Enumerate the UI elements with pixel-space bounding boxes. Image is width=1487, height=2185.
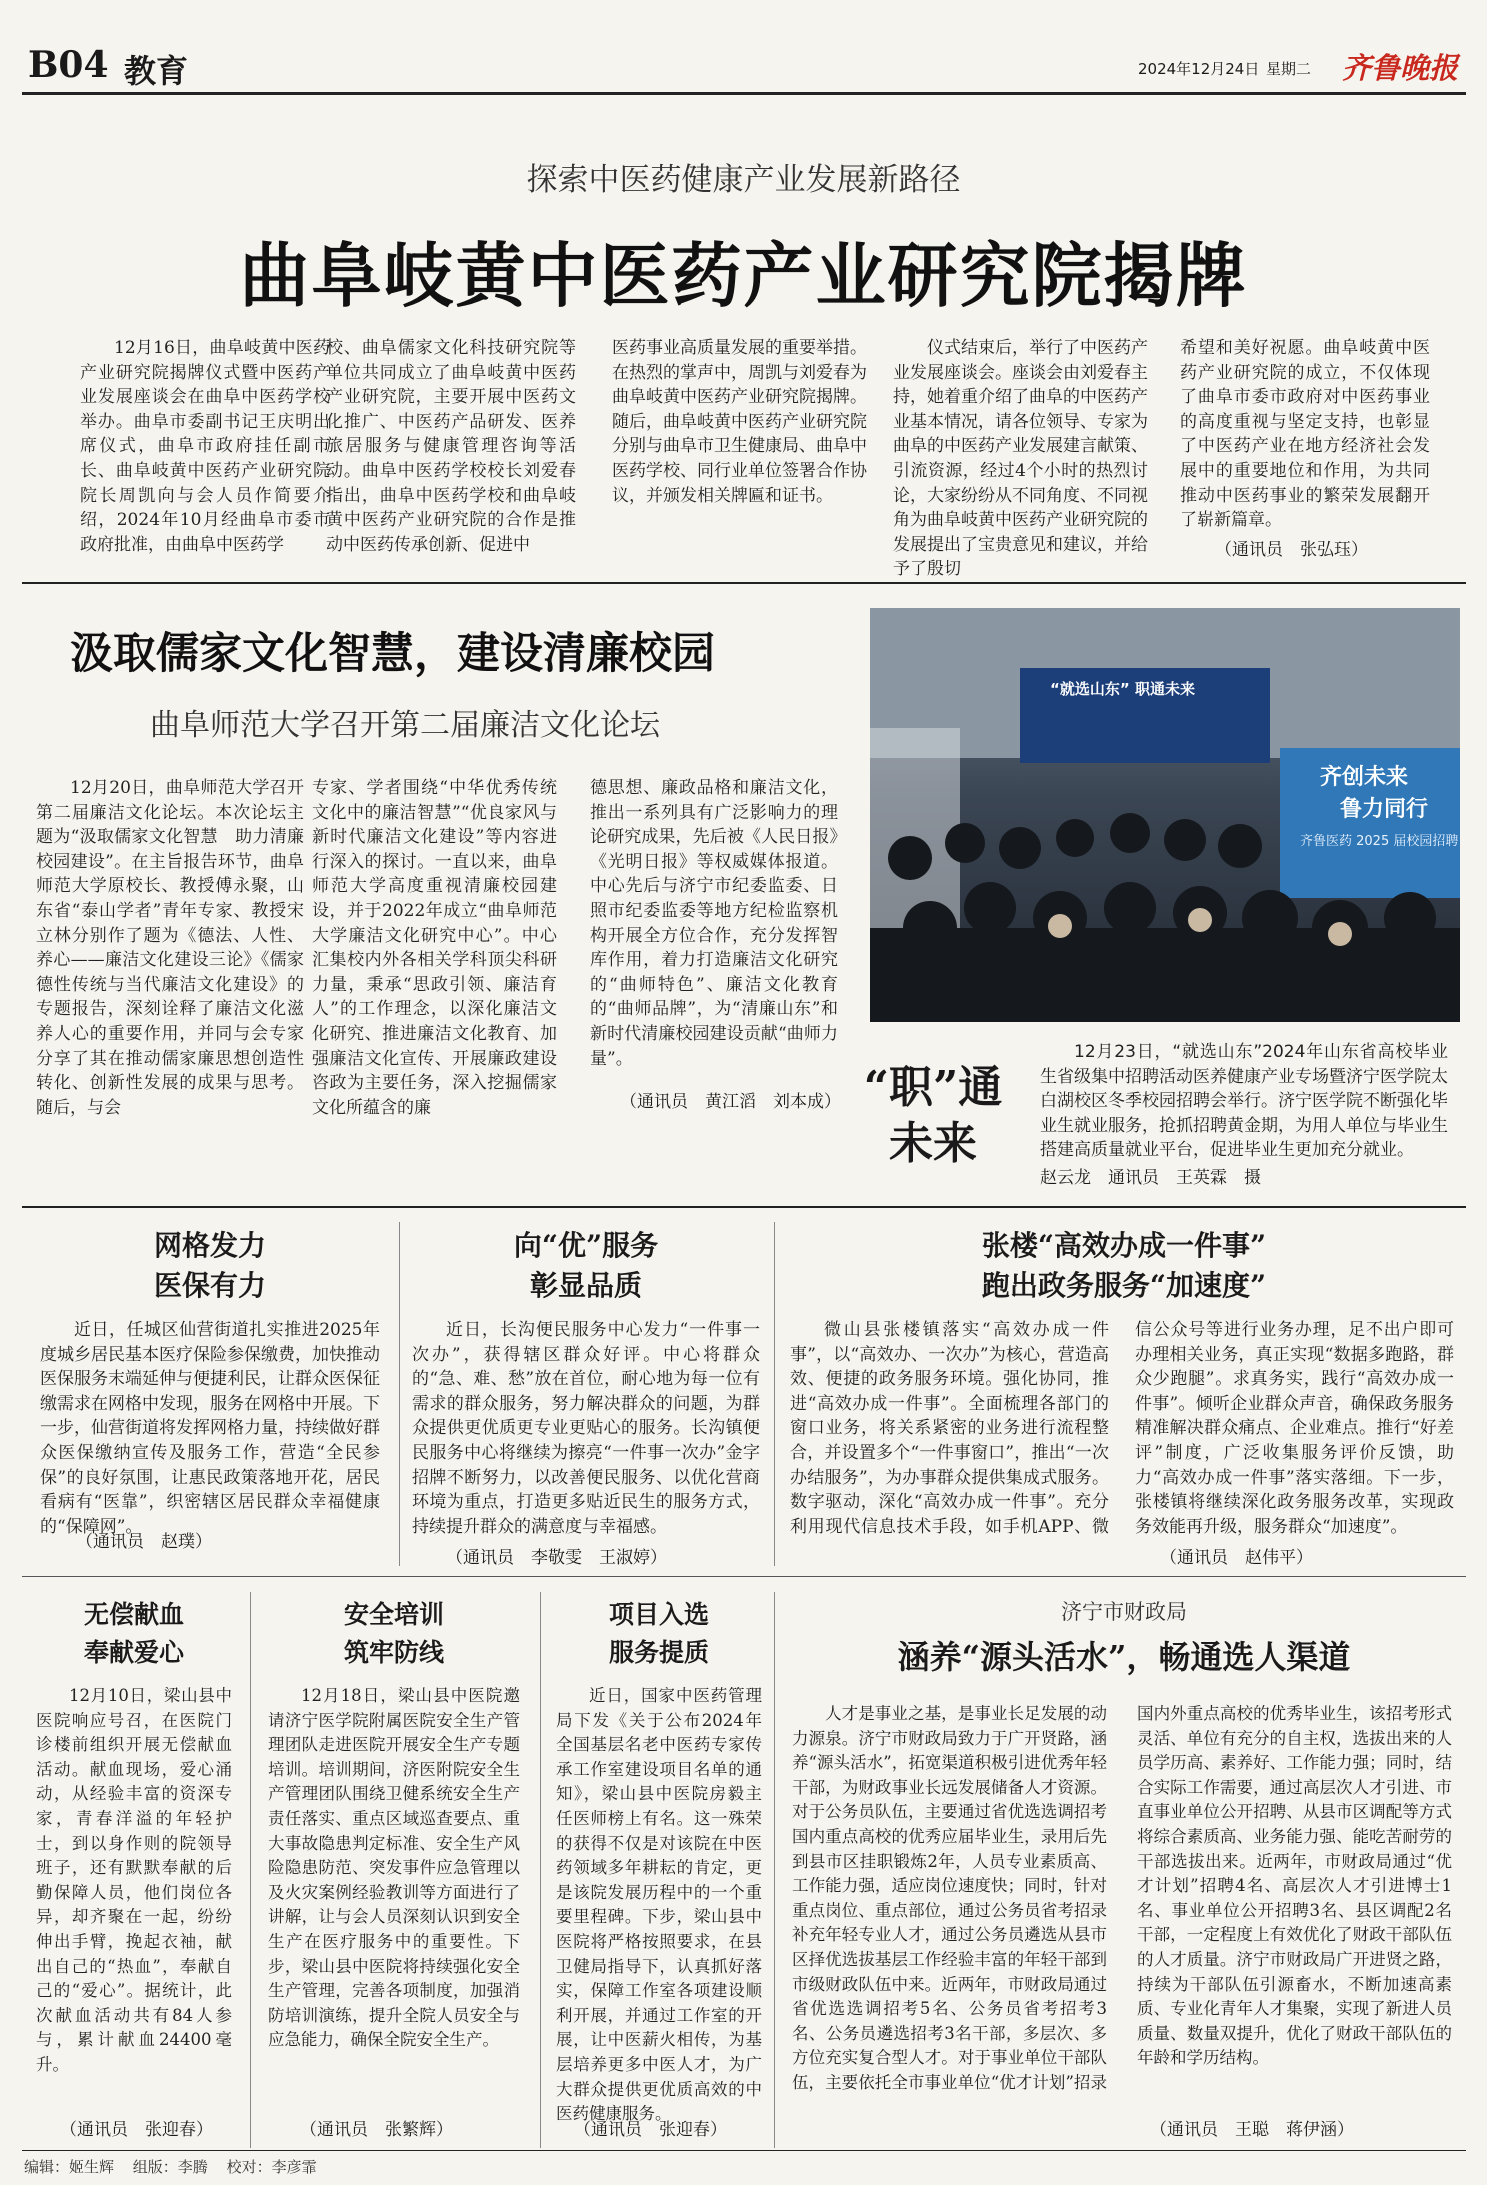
brief6-body: 近日，国家中医药管理局下发《关于公布2024年全国基层名老中医药专家传承工作室建设项目名单的通知》，梁山县中医院房毅主任医师榜上有名。这一殊荣的获得不仅是对该院在中医药领域多年耕耘的肯定，更是该院发展历程中的一个重要里程碑。下步，梁山县中医院将严格按照要求，在县卫健局指导下，认真抓好落实，保障工作室各项建设顺利开展，并通过工作室的开展，让中医薪火相传，为基层培养更多中医人才，为广大群众提供更优质高效的中医药健康服务。 <box>556 1686 762 2124</box>
article2-col-3: 德思想、廉政品格和廉洁文化，推出一系列具有广泛影响力的理论研究成果，先后被《人民日报》《光明日报》等权威媒体报道。中心先后与济宁市纪委监委、日照市纪委监委等地方纪检监察机构开展全方位合作，充分发挥智库作用，着力打造廉洁文化研究的“曲师特色”、廉洁文化教育的“曲师品牌”，为“清廉山东”和新时代清廉校园建设贡献“曲师力量”。 <box>590 778 838 1069</box>
brief4-title-line1: 无偿献血 <box>83 1600 184 1629</box>
photo-caption: 12月23日，“就选山东”2024年山东省高校毕业生省级集中招聘活动医养健康产业专场暨济宁医学院太白湖校区冬季校园招聘会举行。济宁医学院不断强化毕业生就业服务，抢抓招聘黄金期，为用人单位与毕业生搭建高质量就业平台，促进毕业生更加充分就业。 <box>1040 1042 1448 1161</box>
divider-1 <box>22 582 1466 584</box>
footer-layout: 组版：李腾 <box>132 2158 208 2176</box>
divider-v5 <box>774 1592 775 2148</box>
article2-title: 汲取儒家文化智慧，建设清廉校园 <box>70 629 715 679</box>
photo-sign-3: 齐鲁医药 2025 届校园招聘 <box>1300 834 1459 849</box>
brief1-byline: （通讯员 赵璞） <box>76 1532 212 1552</box>
article1-col-2: 校、曲阜儒家文化科技研究院等单位共同成立了曲阜岐黄中医药产业研究院，主要开展中医药文化推广、中医药产品研发、医养旅居服务与健康管理咨询等活动。曲阜中医药学校校长刘爱春指出，曲阜中医药学校和曲阜岐黄中医药产业研究院的合作是推动中医药传承创新、促进中 <box>326 338 576 555</box>
divider-v1 <box>399 1222 400 1566</box>
photo-title-line1: “职”通 <box>863 1062 1003 1113</box>
brief6-title-line2: 服务提质 <box>608 1638 709 1667</box>
photo-title <box>858 1060 1008 1172</box>
page-header <box>28 44 1468 94</box>
brief1-title-line1: 网格发力 <box>153 1229 266 1262</box>
brief3-title-line2: 跑出政务服务“加速度” <box>981 1269 1267 1302</box>
article1-col-3: 医药事业高质量发展的重要举措。在热烈的掌声中，周凯与刘爱春为曲阜岐黄中医药产业研究院揭牌。随后，曲阜岐黄中医药产业研究院分别与曲阜市卫生健康局、曲阜中医药学校、同行业单位签署合作协议，并颁发相关牌匾和证书。 <box>612 338 867 506</box>
brief1-body: 近日，任城区仙营街道扎实推进2025年度城乡居民基本医疗保险参保缴费，加快推动医保服务末端延伸与便捷利民，让群众医保征缴需求在网格中发现，服务在网格中开展。下一步，仙营街道将发挥网格力量，持续做好群众医保缴纳宣传及服务工作，营造“全民参保”的良好氛围，让惠民政策落地开花，居民看病有“医靠”，织密辖区居民群众幸福健康的“保障网”。 <box>40 1320 380 1537</box>
article1-col-4: 仪式结束后，举行了中医药产业发展座谈会。座谈会由刘爱春主持，她着重介绍了曲阜的中医药产业基本情况，请各位领导、专家为曲阜的中医药产业发展建言献策、引流资源，经过4个小时的热烈讨论，大家纷纷从不同角度、不同视角为曲阜岐黄中医药产业研究院的发展提出了宝贵意见和建议，并给予了殷切 <box>893 338 1148 580</box>
page-number: B04 <box>28 44 109 86</box>
brief2-title <box>412 1226 760 1306</box>
divider-v3 <box>250 1592 251 2148</box>
brief4-title-line2: 奉献爱心 <box>83 1638 184 1667</box>
brief5-byline: （通讯员 张繁辉） <box>300 2120 453 2140</box>
brief2-title-line1: 向“优”服务 <box>513 1229 659 1262</box>
brief4-body: 12月10日，梁山县中医院响应号召，在医院门诊楼前组织开展无偿献血活动。献血现场，爱心涌动，从经验丰富的资深专家，青春洋溢的年轻护士，到以身作则的院领导班子，还有默默奉献的后勤保障人员，他们岗位各异，却齐聚在一起，纷纷伸出手臂，挽起衣袖，献出自己的“热血”，奉献自己的“爱心”。据统计，此次献血活动共有84人参与，累计献血24400毫升。 <box>36 1686 232 2074</box>
brief2-title-line2: 彰显品质 <box>529 1269 642 1302</box>
article3-title: 涵养“源头活水”，畅通选人渠道 <box>897 1638 1351 1676</box>
brief1-title <box>40 1226 380 1306</box>
photo-credit: 赵云龙 通讯员 王英霖 摄 <box>1040 1168 1261 1188</box>
photo-sign-2: 鲁力同行 <box>1340 797 1429 822</box>
divider-3 <box>22 1576 1466 1577</box>
job-fair-photo <box>870 608 1460 1022</box>
divider-2 <box>22 1206 1466 1208</box>
article3-byline: （通讯员 王聪 蒋伊涵） <box>1150 2120 1354 2140</box>
paper-logo: 齐鲁晚报 <box>1342 51 1459 85</box>
article2-col-1: 12月20日，曲阜师范大学召开第二届廉洁文化论坛。本次论坛主题为“汲取儒家文化智慧 助力清廉校园建设”。在主旨报告环节，曲阜师范大学原校长、教授傅永聚，山东省“泰山学者”青年专家、教授宋立林分别作了题为《德法、人性、养心——廉洁文化建设三论》《儒家德性传统与当代廉洁文化建设》的专题报告，深刻诠释了廉洁文化滋养人心的重要作用，并同与会专家分享了其在推动儒家廉思想创造性转化、创新性发展的成果与思考。随后，与会 <box>36 778 304 1118</box>
article1-kicker: 探索中医药健康产业发展新路径 <box>526 162 961 198</box>
brief5-title-line1: 安全培训 <box>343 1600 444 1629</box>
footer-editor: 编辑：姬生辉 <box>24 2158 115 2176</box>
article3-kicker: 济宁市财政局 <box>1061 1600 1187 1624</box>
article1-title: 曲阜岐黄中医药产业研究院揭牌 <box>239 234 1248 317</box>
photo-banner: “就选山东” 职通未来 <box>1050 680 1195 698</box>
brief3-body: 微山县张楼镇落实“高效办成一件事”，以“高效办、一次办”为核心，营造高效、便捷的政务服务环境。强化协同，推进“高效办成一件事”。全面梳理各部门的窗口业务，将关系紧密的业务进行流程整合，并设置多个“一件事窗口”，推出“一次办结服务”，为办事群众提供集成式服务。数字驱动，深化“高效办成一件事”。充分利用现代信息技术手段，如手机APP、微信公众号等进行业务办理，足不出户即可办理相关业务，真正实现“数据多跑路，群众少跑腿”。求真务实，践行“高效办成一件事”。倾听企业群众声音，确保政务服务精准解决群众痛点、企业难点。推行“好差评”制度，广泛收集服务评价反馈，助力“高效办成一件事”落实落细。下一步，张楼镇将继续深化政务服务改革，实现政务效能再升级，服务群众“加速度”。 <box>790 1320 1454 1537</box>
section-name: 教育 <box>124 52 189 90</box>
brief5-title <box>268 1596 520 1672</box>
brief5-body: 12月18日，梁山县中医院邀请济宁医学院附属医院安全生产管理团队走进医院开展安全生产专题培训。培训期间，济医附院安全生产管理团队围绕卫健系统安全生产责任落实、重点区域巡查要点、重大事故隐患判定标准、安全生产风险隐患防范、突发事件应急管理以及火灾案例经验教训等方面进行了讲解，让与会人员深刻认识到安全生产在医疗服务中的重要性。下步，梁山县中医院将持续强化安全生产管理，完善各项制度，加强消防培训演练，提升全院人员安全与应急能力，确保全院安全生产。 <box>268 1686 520 2050</box>
header-rule <box>22 92 1466 95</box>
article1-byline: （通讯员 张弘珏） <box>1215 540 1368 560</box>
article1-col-1: 12月16日，曲阜岐黄中医药产业研究院揭牌仪式暨中医药产业发展座谈会在曲阜中医药学校举办。曲阜市委副书记王庆明出席仪式，曲阜市政府挂任副市长、曲阜岐黄中医药产业研究院院长周凯向与会人员作简要介绍，2024年10月经曲阜市委市政府批准，由曲阜中医药学 <box>80 338 330 555</box>
brief6-byline: （通讯员 张迎春） <box>574 2120 727 2140</box>
divider-v4 <box>540 1592 541 2148</box>
brief2-byline: （通讯员 李敬雯 王淑婷） <box>446 1548 667 1568</box>
brief3-title-line1: 张楼“高效办成一件事” <box>981 1229 1267 1262</box>
footer-proof: 校对：李彦霏 <box>226 2158 317 2176</box>
article2-byline: （通讯员 黄江滔 刘本成） <box>620 1092 841 1112</box>
brief1-title-line2: 医保有力 <box>153 1269 266 1302</box>
article3-body: 人才是事业之基，是事业长足发展的动力源泉。济宁市财政局致力于广开贤路，涵养“源头活水”，拓宽渠道积极引进优秀年轻干部，为财政事业长远发展储备人才资源。对于公务员队伍，主要通过省优选选调招考国内重点高校的优秀应届毕业生，录用后先到县市区挂职锻炼2年，人员专业素质高、工作能力强，适应岗位速度快；同时，针对重点岗位、重点部位，通过公务员省考招录补充年轻专业人才，通过公务员遴选从县市区择优选拔基层工作经验丰富的年轻干部到市级财政队伍中来。近两年，市财政局通过省优选选调招考5名、公务员省考招考3名、公务员遴选招考3名干部，多层次、多方位充实复合型人才。对于事业单位干部队伍，主要依托全市事业单位“优才计划”招录国内外重点高校的优秀毕业生，该招考形式灵活、单位有充分的自主权，选拔出来的人员学历高、素养好、工作能力强；同时，结合实际工作需要，通过高层次人才引进、市直事业单位公开招聘、从县市区调配等方式将综合素质高、业务能力强、能吃苦耐劳的干部选拔出来。近两年，市财政局通过“优才计划”招聘4名、高层次人才引进博士1名、事业单位公开招聘3名、县区调配2名干部，一定程度上有效优化了财政干部队伍的人才质量。济宁市财政局广开进贤之路，持续为干部队伍引源畜水，不断加速高素质、专业化青年人才集聚，实现了新进人员质量、数量双提升，优化了财政干部队伍的年龄和学历结构。 <box>792 1704 1452 2092</box>
article2-subtitle: 曲阜师范大学召开第二届廉洁文化论坛 <box>150 708 660 743</box>
brief6-title <box>556 1596 762 1672</box>
brief4-byline: （通讯员 张迎春） <box>60 2120 213 2140</box>
divider-v2 <box>774 1222 775 1566</box>
photo-title-line2: 未来 <box>889 1118 977 1169</box>
article2-col-2: 专家、学者围绕“中华优秀传统文化中的廉洁智慧”“优良家风与新时代廉洁文化建设”等内容进行深入的探讨。一直以来，曲阜师范大学高度重视清廉校园建设，并于2022年成立“曲阜师范大学廉洁文化研究中心”。中心汇集校内外各相关学科顶尖科研力量，秉承“思政引领、廉洁育人”的工作理念，以深化廉洁文化研究、推进廉洁文化教育、加强廉洁文化宣传、开展廉政建设咨政为主要任务，深入挖掘儒家文化所蕴含的廉 <box>312 778 557 1118</box>
page-footer <box>24 2156 317 2177</box>
brief5-title-line2: 筑牢防线 <box>343 1638 444 1667</box>
brief3-byline: （通讯员 赵伟平） <box>1160 1548 1313 1568</box>
issue-date: 2024年12月24日 <box>1138 60 1260 78</box>
issue-weekday: 星期二 <box>1266 60 1312 78</box>
brief3-title <box>784 1226 1464 1306</box>
brief6-title-line1: 项目入选 <box>608 1600 709 1629</box>
photo-sign-1: 齐创未来 <box>1320 765 1409 790</box>
brief2-body: 近日，长沟便民服务中心发力“一件事一次办”，获得辖区群众好评。中心将群众的“急、难、愁”放在首位，耐心地为每一位有需求的群众服务，努力解决群众的问题，为群众提供更优质更专业更贴心的服务。长沟镇便民服务中心将继续为擦亮“一件事一次办”金字招牌不断努力，以改善便民服务、以优化营商环境为重点，打造更多贴近民生的服务方式，持续提升群众的满意度与幸福感。 <box>412 1320 760 1537</box>
footer-rule <box>22 2150 1466 2151</box>
brief4-title <box>36 1596 232 1672</box>
article1-col-5: 希望和美好祝愿。曲阜岐黄中医药产业研究院的成立，不仅体现了曲阜市委市政府对中医药事业的高度重视与坚定支持，也彰显了中医药产业在地方经济社会发展中的重要地位和作用，为共同推动中医药事业的繁荣发展翻开了崭新篇章。 <box>1180 338 1430 531</box>
